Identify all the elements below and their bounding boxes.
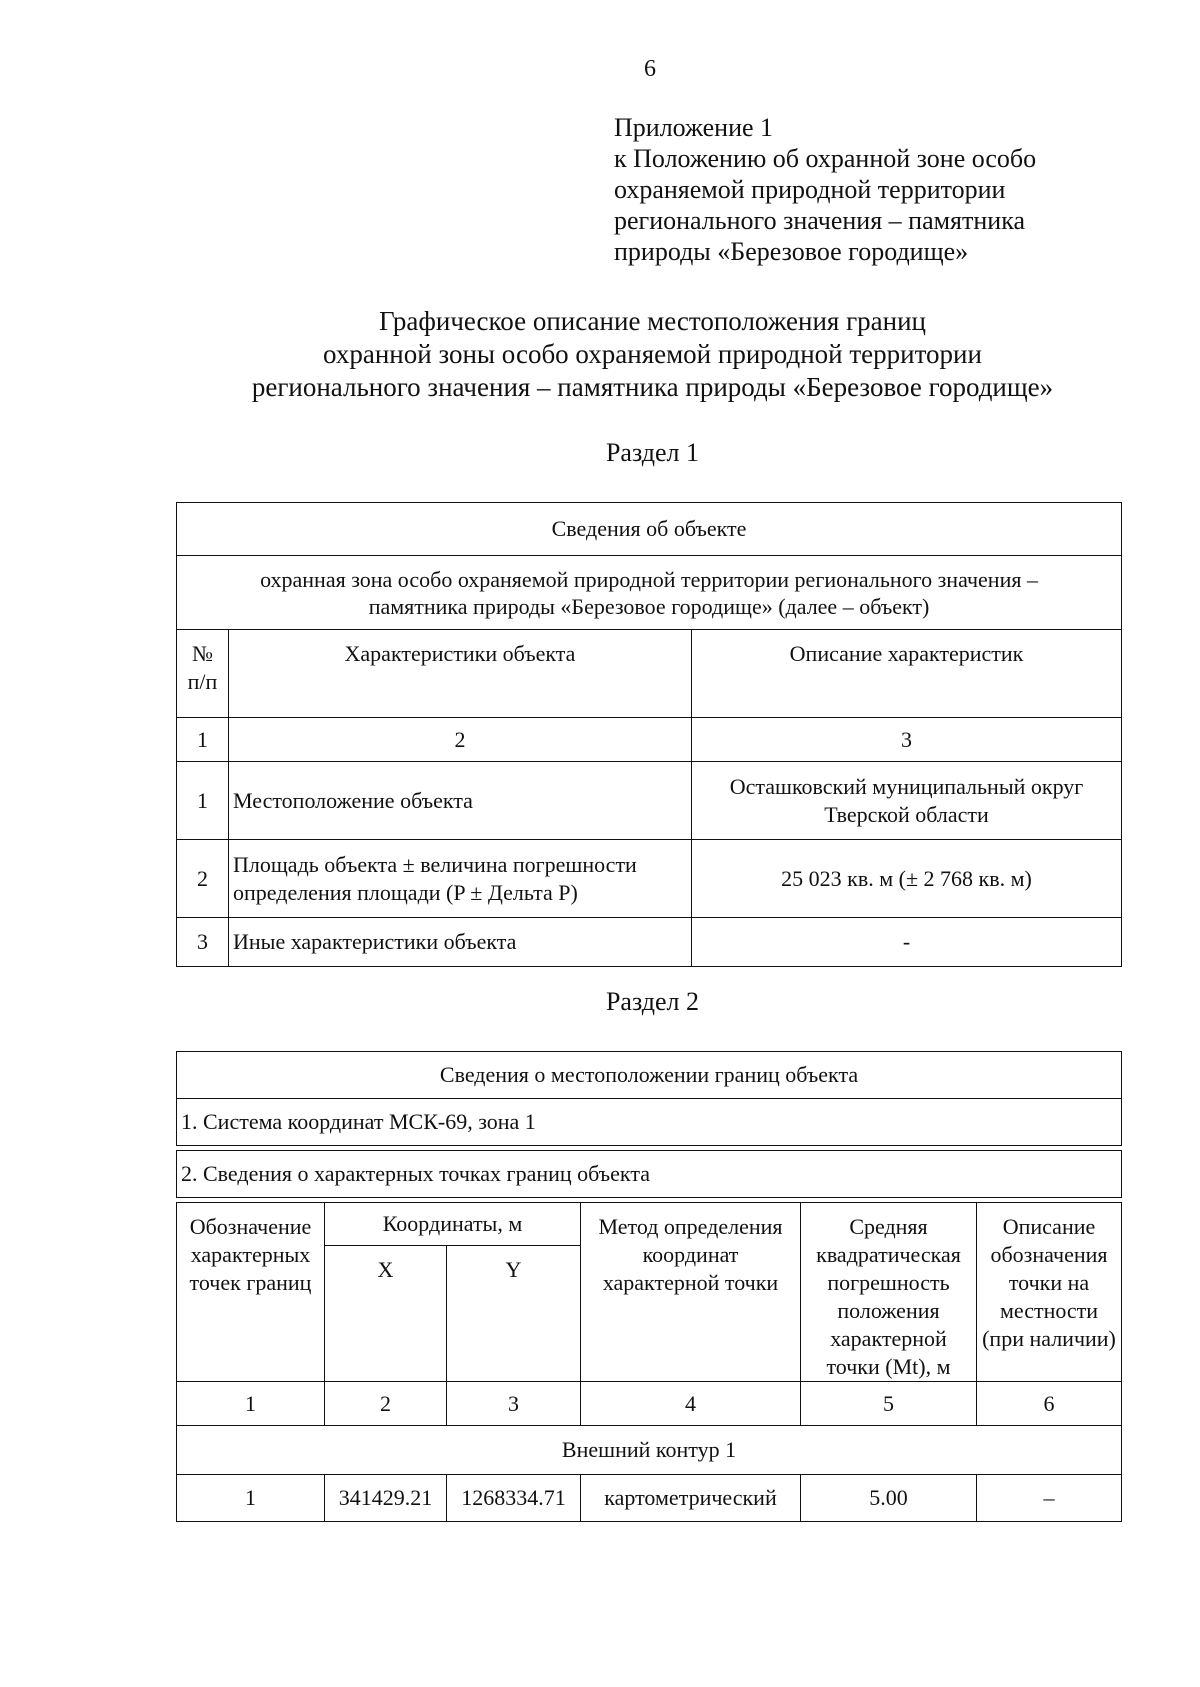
title-line: охранной зоны особо охраняемой природной территории xyxy=(323,339,982,369)
column-number: 2 xyxy=(229,718,692,762)
appendix-line: охраняемой природной территории xyxy=(614,175,1006,204)
location-caption: Сведения о местоположении границ объекта xyxy=(177,1052,1122,1099)
table-row xyxy=(177,1475,1122,1522)
header-num: № п/п xyxy=(177,630,229,718)
contour-label: Внешний контур 1 xyxy=(177,1426,1122,1475)
coordinate-system: 1. Система координат МСК-69, зона 1 xyxy=(177,1099,1122,1146)
object-info-table xyxy=(176,502,1122,967)
boundary-points-table xyxy=(176,1051,1122,1522)
document-title xyxy=(0,305,1200,404)
point-method: картометрический xyxy=(581,1475,801,1522)
header-method: Метод определения координат характерной точки xyxy=(581,1203,801,1382)
column-number: 2 xyxy=(325,1382,447,1426)
column-number: 3 xyxy=(447,1382,581,1426)
appendix-line: регионального значения – памятника xyxy=(614,206,1025,235)
appendix-note xyxy=(614,112,1036,267)
title-line: Графическое описание местоположения границ xyxy=(378,306,926,336)
column-number: 5 xyxy=(801,1382,977,1426)
appendix-line: Приложение 1 xyxy=(614,113,774,142)
page-number: 6 xyxy=(644,56,656,82)
row-name: Местоположение объекта xyxy=(229,762,692,840)
header-mt: Средняя квадратическая погрешность положения характерной точки (Mt), м xyxy=(801,1203,977,1382)
title-line: регионального значения – памятника природы «Березовое городище» xyxy=(251,372,1054,402)
header-x: X xyxy=(325,1245,447,1381)
column-number: 1 xyxy=(177,1382,325,1426)
header-place: Описание обозначения точки на местности (при наличии) xyxy=(977,1203,1122,1382)
header-characteristics: Характеристики объекта xyxy=(229,630,692,718)
header-y: Y xyxy=(447,1245,581,1381)
section-2-heading: Раздел 2 xyxy=(605,987,700,1016)
row-num: 1 xyxy=(177,762,229,840)
appendix-line: к Положению об охранной зоне особо xyxy=(614,144,1037,173)
section-1-heading: Раздел 1 xyxy=(605,438,700,467)
point-x: 341429.21 xyxy=(325,1475,447,1522)
row-name: Иные характеристики объекта xyxy=(229,918,692,967)
point-id: 1 xyxy=(177,1475,325,1522)
header-description: Описание характеристик xyxy=(692,630,1122,718)
column-number: 3 xyxy=(692,718,1122,762)
row-num: 2 xyxy=(177,840,229,918)
point-place: – xyxy=(977,1475,1122,1522)
point-mt: 5.00 xyxy=(801,1475,977,1522)
point-y: 1268334.71 xyxy=(447,1475,581,1522)
header-coordinates: Координаты, м xyxy=(325,1203,581,1246)
object-info-caption: Сведения об объекте xyxy=(177,503,1122,556)
appendix-line: природы «Березовое городище» xyxy=(614,237,969,266)
object-description xyxy=(177,556,1122,630)
object-description-line: памятника природы «Березовое городище» (далее – объект) xyxy=(368,593,930,619)
header-designation: Обозначение характерных точек границ xyxy=(177,1203,325,1382)
row-num: 3 xyxy=(177,918,229,967)
column-number: 1 xyxy=(177,718,229,762)
object-description-line: охранная зона особо охраняемой природной территории регионального значения – xyxy=(260,566,1038,592)
column-number: 6 xyxy=(977,1382,1122,1426)
row-value: - xyxy=(692,918,1122,967)
points-caption: 2. Сведения о характерных точках границ объекта xyxy=(177,1151,1122,1198)
row-value: Осташковский муниципальный округ Тверской области xyxy=(692,762,1122,840)
row-name: Площадь объекта ± величина погрешности определения площади (P ± Дельта P) xyxy=(229,840,692,918)
column-number: 4 xyxy=(581,1382,801,1426)
row-value: 25 023 кв. м (± 2 768 кв. м) xyxy=(692,840,1122,918)
